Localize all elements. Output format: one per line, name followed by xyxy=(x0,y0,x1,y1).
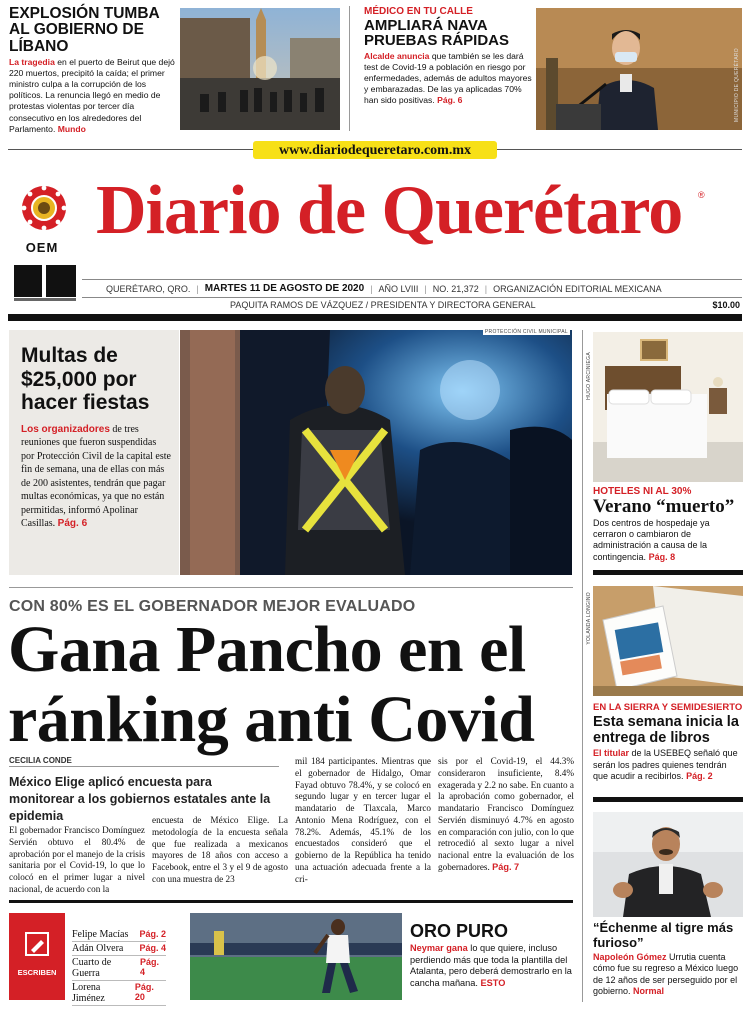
beirut-photo xyxy=(180,8,340,130)
oro-body xyxy=(410,943,572,989)
gomez-headline: “Échenme al tigre más furioso” xyxy=(593,920,734,950)
teaser-covid-kicker: MÉDICO EN TU CALLE xyxy=(364,6,473,17)
teaser-lebanon[interactable] xyxy=(9,5,177,134)
hotels-body xyxy=(593,518,743,563)
teaser-covid-headline: AMPLIARÁ NAVA PRUEBAS RÁPIDAS xyxy=(364,17,510,50)
fiestas-lead: Los organizadores xyxy=(21,423,110,435)
main-page[interactable]: Pág. 7 xyxy=(492,861,520,872)
oro-text: lo que quiere, incluso perdiendo más que toda la plantilla del Atalanta, pero deberá demostrarlo en la cancha mañana. xyxy=(410,943,572,988)
info-date: MARTES 11 DE AGOSTO DE 2020 xyxy=(204,283,365,294)
escriben-row[interactable] xyxy=(72,956,166,981)
teaser-covid-tests[interactable] xyxy=(364,6,532,131)
main-col4-wrap xyxy=(438,756,574,874)
oem-logo xyxy=(14,180,74,254)
escriben-page: Pág. 2 xyxy=(139,929,166,939)
mayor-photo xyxy=(536,8,742,130)
mayor-photo-credit: MUNICIPIO DE QUERÉTARO xyxy=(734,48,740,123)
books-page[interactable]: Pág. 2 xyxy=(686,770,713,781)
main-col4: sis por el Covid-19, el 44.3% consideraron insuficiente, 8.4% exagerada y 2.2 no sabe. En cuanto a la aprobación como gobernador, el mandatario Francisco Domínguez Servién disminuyó 4.7% en agosto en comparación con julio, con lo que retrocedió al sexto lugar a nivel nacional entre la evaluación de los gobernadores. xyxy=(438,756,574,872)
teaser-covid-page[interactable]: Pág. 6 xyxy=(437,95,463,106)
oro-headline: ORO PURO xyxy=(410,921,509,941)
fiestas-story[interactable] xyxy=(9,330,179,575)
escriben-page: Pág. 4 xyxy=(139,943,166,953)
website-url: www.diariodequeretaro.com.mx xyxy=(279,143,471,158)
gomez-photo xyxy=(593,812,743,917)
main-headline-line2[interactable]: ránking anti Covid xyxy=(8,683,535,756)
books-photo-credit: YOLANDA LONGINO xyxy=(586,592,592,645)
main-headline-line1[interactable]: Gana Pancho en el xyxy=(8,613,526,686)
books-story[interactable] xyxy=(593,702,743,782)
fiestas-body xyxy=(21,423,171,531)
barcode xyxy=(14,265,76,302)
registered-mark: ® xyxy=(698,190,705,200)
info-org: ORGANIZACIÓN EDITORIAL MEXICANA xyxy=(493,283,662,294)
hotels-headline: Verano “muerto” xyxy=(593,496,735,517)
masthead-director: PAQUITA RAMOS DE VÁZQUEZ / PRESIDENTA Y DIRECTORA GENERAL xyxy=(230,300,536,310)
books-headline: Esta semana inicia la entrega de libros xyxy=(593,714,739,747)
masthead-title[interactable]: Diario de Querétaro xyxy=(96,172,683,249)
escriben-name: Lorena Jiménez xyxy=(72,982,105,1004)
hotels-story[interactable] xyxy=(593,486,743,563)
books-lead: El titular xyxy=(593,748,630,759)
gomez-text: Urrutia cuenta cómo fue su regreso a México luego de 12 años de ser perseguido por el gobierno. xyxy=(593,952,739,996)
escriben-name: Adán Olvera xyxy=(72,943,124,954)
hotels-text: Dos centros de hospedaje ya cerraron o cambiaron de administración a causa de la contingencia. xyxy=(593,517,710,562)
escriben-name: Felipe Macías xyxy=(72,929,129,940)
fiestas-page[interactable]: Pág. 6 xyxy=(57,518,88,530)
escriben-row[interactable] xyxy=(72,928,166,942)
teaser-lebanon-section[interactable]: Mundo xyxy=(57,123,86,134)
escriben-page: Pág. 4 xyxy=(140,957,160,977)
teaser-covid-lead: Alcalde anuncia xyxy=(364,50,430,61)
main-col3: mil 184 participantes. Mientras que el gobernador de Hidalgo, Omar Fayad obtuvo 78.4%, y se colocó en segundo lugar y en tercer lugar el mandatario de Tlaxcala, Marco Antonio Mena Rodríguez, con el 78.2%. Además, 45.1% de los encuestados consideró que el gobierno de la República ha tenido una actuación adecuada frente a la cri- xyxy=(295,756,431,884)
fiestas-text: de tres reuniones que fueron suspendidas por Protección Civil de la capital este fin de semana, una de ellas con más de 200 asistentes, tendrán que pagar multas económicas, ya que no están permitidas, informó Apolinar Casillas. xyxy=(21,423,171,530)
escriben-page: Pág. 20 xyxy=(134,982,154,1002)
info-city: QUERÉTARO, QRO. xyxy=(106,283,191,294)
teaser-lebanon-body xyxy=(9,57,177,135)
oro-story[interactable] xyxy=(410,922,572,989)
oro-section[interactable]: ESTO xyxy=(480,977,506,988)
teaser-covid-text: que también se les dará test de Covid-19 a población en riesgo por enfermedades, además de adultos mayores y embarazadas. De las ya aplicadas 70% han sido positivas. xyxy=(364,50,532,106)
books-photo xyxy=(586,586,743,696)
main-col2: encuesta de México Elige. La metodología de la encuesta señala que fue realizada a mexicanos mayores de 18 años con acceso a Facebook, entre el 3 y el 9 de agosto con una muestra de 23 xyxy=(152,815,288,884)
hotel-photo-credit: HUGO ARCINIEGA xyxy=(586,352,592,400)
escriben-row[interactable] xyxy=(72,981,166,1006)
teaser-lebanon-lead: La tragedia xyxy=(9,56,55,67)
hotels-kicker: HOTELES NI AL 30% xyxy=(593,486,692,497)
website-banner[interactable] xyxy=(253,141,497,159)
info-year: AÑO LVIII xyxy=(378,283,419,294)
main-deck: México Elige aplicó encuesta para monitorear a los gobiernos estatales ante la epidemia xyxy=(9,775,271,823)
sun-logo-icon xyxy=(22,186,67,231)
escriben-badge[interactable] xyxy=(9,913,65,1000)
gomez-body xyxy=(593,952,743,997)
books-kicker: EN LA SIERRA Y SEMIDESIERTO xyxy=(593,702,743,713)
gomez-section[interactable]: Normal xyxy=(633,985,665,996)
info-number: NO. 21,372 xyxy=(432,283,479,294)
escriben-list xyxy=(72,928,166,1006)
teaser-lebanon-text: en el puerto de Beirut que dejó 220 muertos, precipitó la caída; el primer ministro culpa a la corrupción de los políticos. La renuncia llegó en medio de protestas violentas por tercer día consecutivo en los alrededores del Parlamento. xyxy=(9,56,175,134)
main-kicker: CON 80% ES EL GOBERNADOR MEJOR EVALUADO xyxy=(9,598,416,615)
neymar-photo xyxy=(190,913,402,1000)
oem-logo-text: OEM xyxy=(25,240,59,255)
main-col1: El gobernador Francisco Domínguez Servién obtuvo el 80.4% de aprobación por el manejo de la crisis sanitaria por el Covid-19, lo que lo colocó en el primer lugar a nivel nacional, de acuerdo con la xyxy=(9,825,145,894)
oro-lead: Neymar gana xyxy=(410,943,468,954)
escriben-name: Cuarto de Guerra xyxy=(72,957,112,979)
books-body xyxy=(593,748,743,782)
masthead-price: $10.00 xyxy=(712,300,740,310)
masthead-info-line: QUERÉTARO, QRO. | MARTES 11 DE AGOSTO DE 2020 | AÑO LVIII | NO. 21,372 | ORGANIZACIÓN EDITORIAL MEXICANA xyxy=(106,283,662,294)
hotel-photo xyxy=(586,332,743,482)
fiestas-photo xyxy=(180,330,572,575)
fiestas-headline: Multas de $25,000 por hacer fiestas xyxy=(21,344,150,415)
books-text: de la USEBEQ señaló que serán los padres quienes tendrán que acudir a recibirlos. xyxy=(593,748,738,781)
teaser-covid-body xyxy=(364,51,532,107)
escriben-label: ESCRIBEN xyxy=(17,968,57,977)
escriben-row[interactable] xyxy=(72,942,166,956)
gomez-lead: Napoleón Gómez xyxy=(593,952,667,963)
main-byline: CECILIA CONDE xyxy=(9,756,72,765)
fiestas-photo-credit: PROTECCIÓN CIVIL MUNICIPAL xyxy=(484,329,568,335)
gomez-story[interactable] xyxy=(593,921,743,997)
teaser-lebanon-headline: EXPLOSIÓN TUMBA AL GOBIERNO DE LÍBANO xyxy=(9,5,160,55)
hotels-page[interactable]: Pág. 8 xyxy=(648,551,676,562)
pen-icon xyxy=(24,931,50,957)
